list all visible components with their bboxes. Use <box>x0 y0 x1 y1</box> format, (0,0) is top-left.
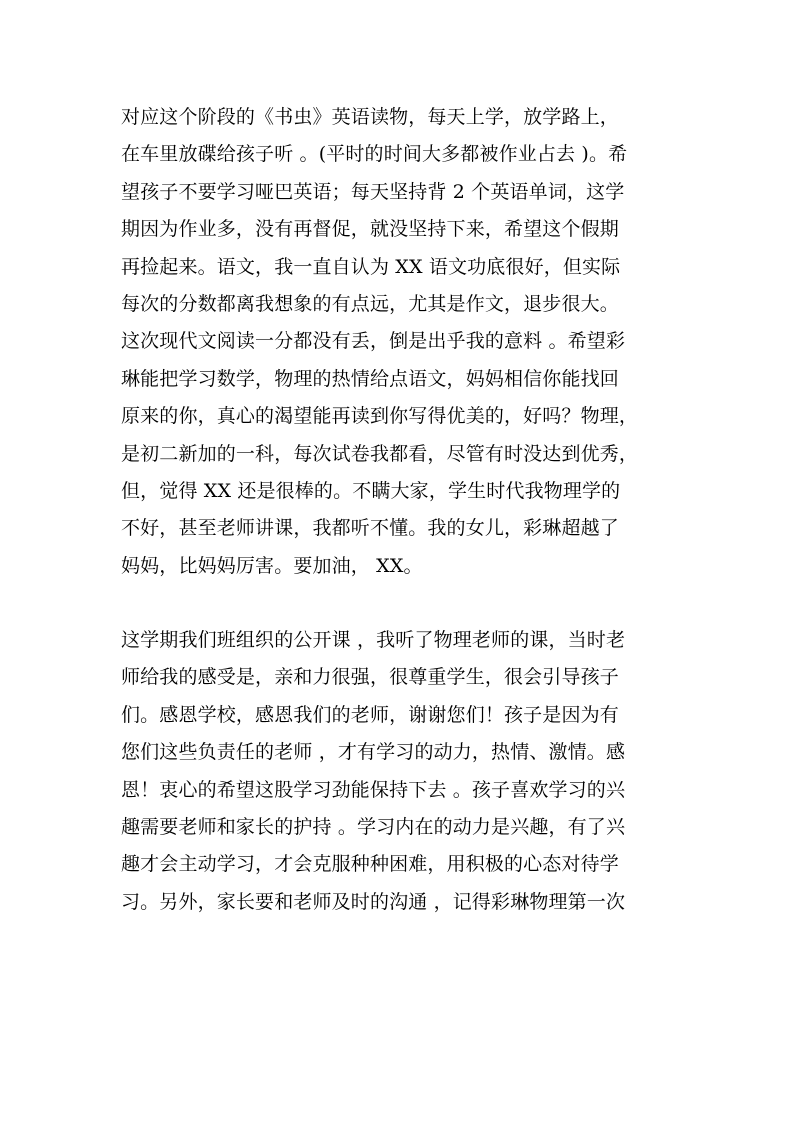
text-line: 是初二新加的一科，每次试卷我都看，尽管有时没达到优秀， <box>121 442 639 465</box>
paragraph-2 <box>121 622 681 921</box>
text-line: 趣需要老师和家长的护持 。学习内在的动力是兴趣，有了兴 <box>121 816 626 839</box>
text-line: 这学期我们班组织的公开课 ，我听了物理老师的课，当时老 <box>121 629 626 652</box>
document-body <box>121 99 681 921</box>
text-line: 再捡起来。语文，我一直自认为 XX 语文功底很好，但实际 <box>121 255 621 278</box>
text-line: 们。感恩学校，感恩我们的老师，谢谢您们！孩子是因为有 <box>121 703 619 726</box>
text-line: 琳能把学习数学，物理的热情给点语文，妈妈相信你能找回 <box>121 367 619 390</box>
text-line: 原来的你，真心的渴望能再读到你写得优美的，好吗？物理， <box>121 405 639 428</box>
text-line: 在车里放碟给孩子听 。(平时的时间大多都被作业占去 )。希 <box>121 143 628 166</box>
paragraph-1 <box>121 99 681 585</box>
text-line: 望孩子不要学习哑巴英语；每天坚持背 2 个英语单词，这学 <box>121 180 625 203</box>
text-line: 每次的分数都离我想象的有点远，尤其是作文，退步很大。 <box>121 292 619 315</box>
text-line: 妈妈，比妈妈厉害。要加油， XX。 <box>121 554 423 577</box>
text-line: 这次现代文阅读一分都没有丢，倒是出乎我的意料 。希望彩 <box>121 330 626 353</box>
text-line: 对应这个阶段的《书虫》英语读物，每天上学，放学路上， <box>121 106 619 128</box>
text-line: 期因为作业多，没有再督促，就没坚持下来，希望这个假期 <box>121 218 619 241</box>
text-line: 但，觉得 XX 还是很棒的。不瞒大家，学生时代我物理学的 <box>121 479 621 502</box>
text-line: 恩！衷心的希望这股学习劲能保持下去 。孩子喜欢学习的兴 <box>121 778 626 801</box>
text-line: 不好，甚至老师讲课，我都听不懂。我的女儿，彩琳超越了 <box>121 517 619 540</box>
text-line: 趣才会主动学习，才会克服种种困难，用积极的心态对待学 <box>121 853 619 876</box>
text-line: 师给我的感受是，亲和力很强，很尊重学生，很会引导孩子 <box>121 666 619 689</box>
text-line: 您们这些负责任的老师 ，才有学习的动力，热情、激情。感 <box>121 741 626 764</box>
paragraph-gap <box>121 585 681 622</box>
text-line: 习。另外，家长要和老师及时的沟通 ，记得彩琳物理第一次 <box>121 890 626 913</box>
